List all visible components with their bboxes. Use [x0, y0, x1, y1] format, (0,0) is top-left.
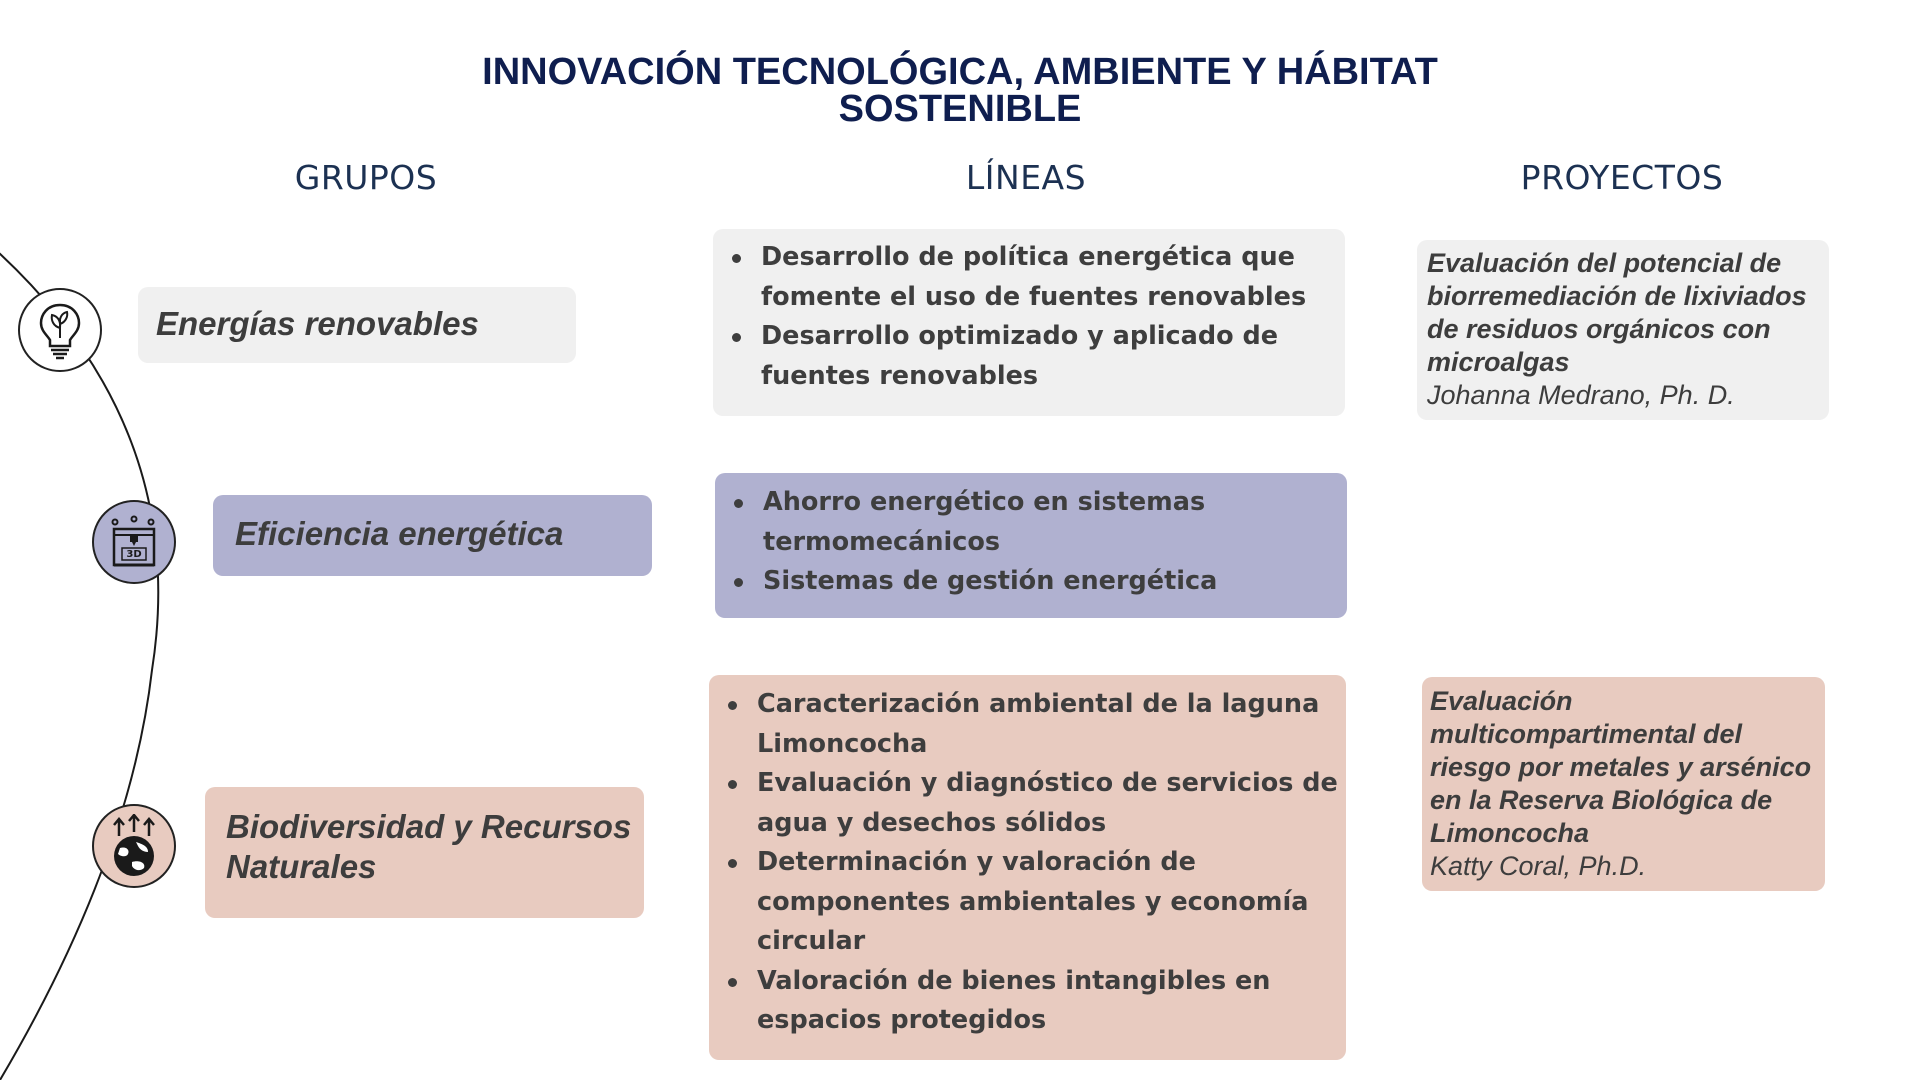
line-item: Valoración de bienes intangibles en espacios protegidos	[709, 962, 1346, 1041]
project-energias	[1427, 247, 1823, 412]
group-card-energias[interactable]	[138, 287, 576, 363]
lines-card-eficiencia	[715, 473, 1347, 618]
group-card-biodiversidad[interactable]	[205, 787, 644, 918]
line-item: Determinación y valoración de componentes ambientales y economía circular	[709, 843, 1346, 962]
earth-arrows-icon	[92, 804, 176, 888]
line-item: Desarrollo optimizado y aplicado de fuentes renovables	[713, 317, 1345, 396]
header-projects: PROYECTOS	[1520, 158, 1724, 197]
group-label-eficiencia: Eficiencia energética	[235, 515, 564, 552]
lines-card-biodiversidad	[709, 675, 1346, 1060]
line-item: Caracterización ambiental de la laguna Limoncocha	[709, 685, 1346, 764]
group-card-eficiencia[interactable]	[213, 495, 652, 576]
lightbulb-leaf-icon	[18, 288, 102, 372]
line-item: Sistemas de gestión energética	[715, 562, 1347, 602]
header-lines: LÍNEAS	[965, 158, 1087, 197]
project-title: Evaluación del potencial de biorremediación de lixiviados de residuos orgánicos con microalgas	[1427, 248, 1807, 377]
page-title-line1: INNOVACIÓN TECNOLÓGICA, AMBIENTE Y HÁBITAT	[482, 51, 1438, 93]
project-card-energias	[1417, 240, 1829, 420]
group-label-energias: Energías renovables	[156, 305, 479, 342]
project-title: Evaluación multicompartimental del riesgo por metales y arsénico en la Reserva Biológica de Limoncocha	[1430, 686, 1812, 848]
page-title	[0, 51, 1920, 130]
project-author: Johanna Medrano, Ph. D.	[1427, 380, 1735, 410]
page-title-line2: SOSTENIBLE	[838, 88, 1082, 130]
line-item: Ahorro energético en sistemas termomecánicos	[715, 483, 1347, 562]
svg-text:3D: 3D	[126, 549, 142, 560]
line-item: Evaluación y diagnóstico de servicios de agua y desechos sólidos	[709, 764, 1346, 843]
project-card-biodiversidad	[1422, 677, 1825, 891]
line-item: Desarrollo de política energética que fomente el uso de fuentes renovables	[713, 238, 1345, 317]
lines-card-energias	[713, 229, 1345, 416]
project-biodiversidad	[1430, 685, 1822, 883]
header-groups: GRUPOS	[294, 158, 438, 197]
3d-printer-icon	[92, 500, 176, 584]
project-author: Katty Coral, Ph.D.	[1430, 851, 1647, 881]
group-label-biodiversidad: Biodiversidad y Recursos Naturales	[226, 808, 632, 885]
